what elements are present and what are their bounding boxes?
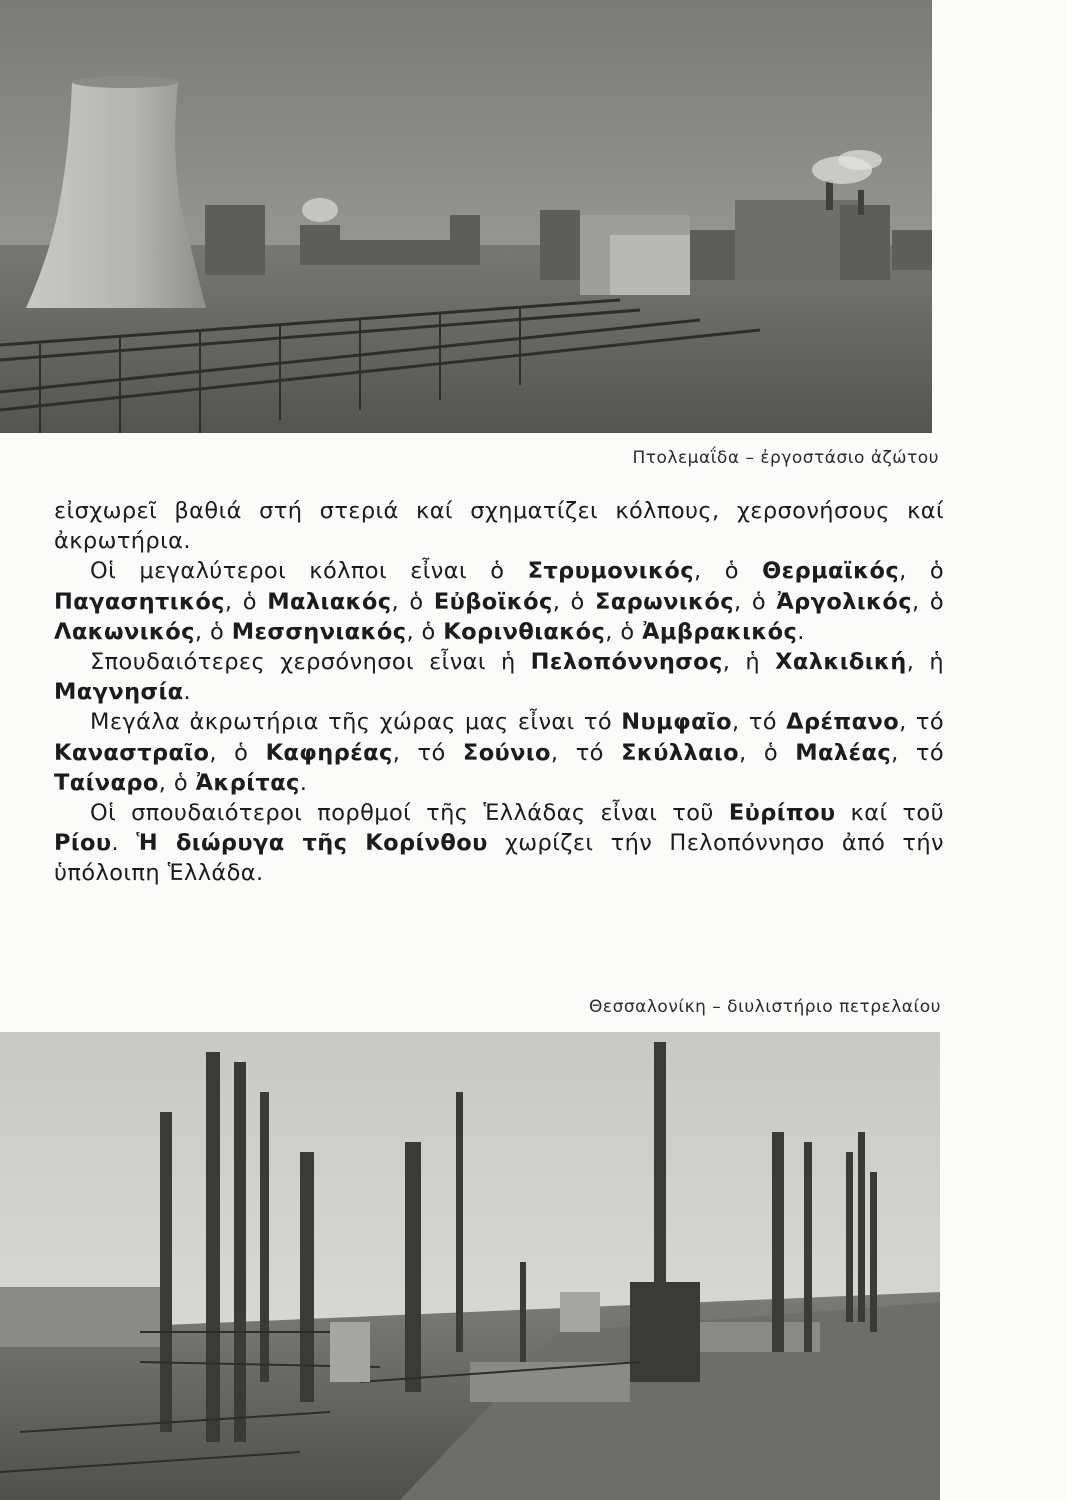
bold-term: Μαγνησία	[54, 679, 184, 706]
bold-term: Εὐρίπου	[728, 800, 836, 827]
bold-term: Χαλκιδική	[775, 649, 907, 676]
text-run: , ἡ	[722, 649, 776, 676]
text-run: , ὁ	[391, 588, 434, 615]
bold-term: Μαλέας	[795, 739, 892, 766]
photo-caption-nitrogen-plant: Πτολεμαΐδα – ἐργοστάσιο ἀζώτου	[632, 448, 939, 468]
refinery-illustration	[0, 1032, 940, 1500]
text-run: , ὁ	[224, 588, 268, 615]
bold-term: Καναστραῖο	[54, 739, 210, 766]
paragraph	[54, 496, 944, 556]
text-run: , τό	[899, 709, 944, 736]
text-run: Οἱ μεγαλύτεροι κόλποι εἶναι ὁ	[90, 558, 528, 585]
paragraph	[54, 707, 944, 798]
bold-term: Ἀργολικός	[776, 588, 913, 615]
text-run: , τό	[891, 739, 944, 766]
paragraph	[54, 647, 944, 707]
body-text	[54, 496, 944, 889]
text-run: .	[183, 679, 192, 706]
text-run: , ὁ	[734, 588, 777, 615]
photo-nitrogen-plant	[0, 0, 932, 433]
bold-term: Λακωνικός	[54, 618, 195, 645]
photo-oil-refinery	[0, 1032, 940, 1500]
bold-term: Ρίου	[54, 830, 112, 857]
text-run: , ὁ	[739, 739, 796, 766]
bold-term: Στρυμονικός	[527, 558, 694, 585]
text-run: , ὁ	[912, 588, 945, 615]
bold-term: Ἀμβρακικός	[642, 618, 798, 645]
paragraph	[54, 556, 944, 647]
text-run: , ὁ	[406, 618, 444, 645]
bold-term: Δρέπανο	[786, 709, 900, 736]
bold-term: Ἡ διώρυγα τῆς Κορίνθου	[136, 830, 488, 857]
bold-term: Σκύλλαιο	[621, 739, 740, 766]
text-run: καί τοῦ	[835, 800, 945, 827]
bold-term: Κορινθιακός	[443, 618, 606, 645]
text-run: Σπουδαιότερες χερσόνησοι εἶναι ἡ	[90, 649, 531, 676]
paragraph	[54, 798, 944, 889]
factory-illustration	[0, 0, 932, 433]
text-run: , ὁ	[899, 558, 945, 585]
bold-term: Μεσσηνιακός	[231, 618, 407, 645]
text-run: , ὁ	[693, 558, 763, 585]
text-run: .	[111, 830, 137, 857]
text-run: , τό	[392, 739, 463, 766]
text-run: εἰσχωρεῖ βαθιά στή στεριά καί σχηματίζει κόλπους, χερσονήσους καί ἀκρωτήρια.	[54, 498, 944, 555]
text-run: , ἡ	[906, 649, 944, 676]
bold-term: Πελοπόννησος	[530, 649, 723, 676]
bold-term: Εὐβοϊκός	[433, 588, 553, 615]
text-run: , ὁ	[605, 618, 643, 645]
bold-term: Καφηρέας	[265, 739, 393, 766]
text-run: , ὁ	[209, 739, 266, 766]
text-run: Οἱ σπουδαιότεροι πορθμοί τῆς Ἑλλάδας εἶναι τοῦ	[90, 800, 729, 827]
bold-term: Ταίναρο	[54, 769, 159, 796]
bold-term: Μαλιακός	[267, 588, 392, 615]
text-run: .	[797, 618, 805, 645]
text-run: , ὁ	[158, 769, 196, 796]
bold-term: Παγασητικός	[54, 588, 225, 615]
bold-term: Ἀκρίτας	[195, 769, 300, 796]
text-run: , ὁ	[552, 588, 596, 615]
bold-term: Σαρωνικός	[595, 588, 734, 615]
photo-caption-oil-refinery: Θεσσαλονίκη – διυλιστήριο πετρελαίου	[589, 997, 941, 1017]
bold-term: Σούνιο	[462, 739, 551, 766]
text-run: .	[299, 769, 308, 796]
bold-term: Νυμφαῖο	[621, 709, 732, 736]
text-run: , τό	[550, 739, 622, 766]
bold-term: Θερμαϊκός	[762, 558, 900, 585]
text-run: χωρίζει τήν Πελοπόννησο ἀπό τήν ὑπόλοιπη Ἑλλάδα.	[54, 830, 944, 887]
text-run: , τό	[731, 709, 787, 736]
text-run: , ὁ	[194, 618, 232, 645]
text-run: Μεγάλα ἀκρωτήρια τῆς χώρας μας εἶναι τό	[90, 709, 622, 736]
